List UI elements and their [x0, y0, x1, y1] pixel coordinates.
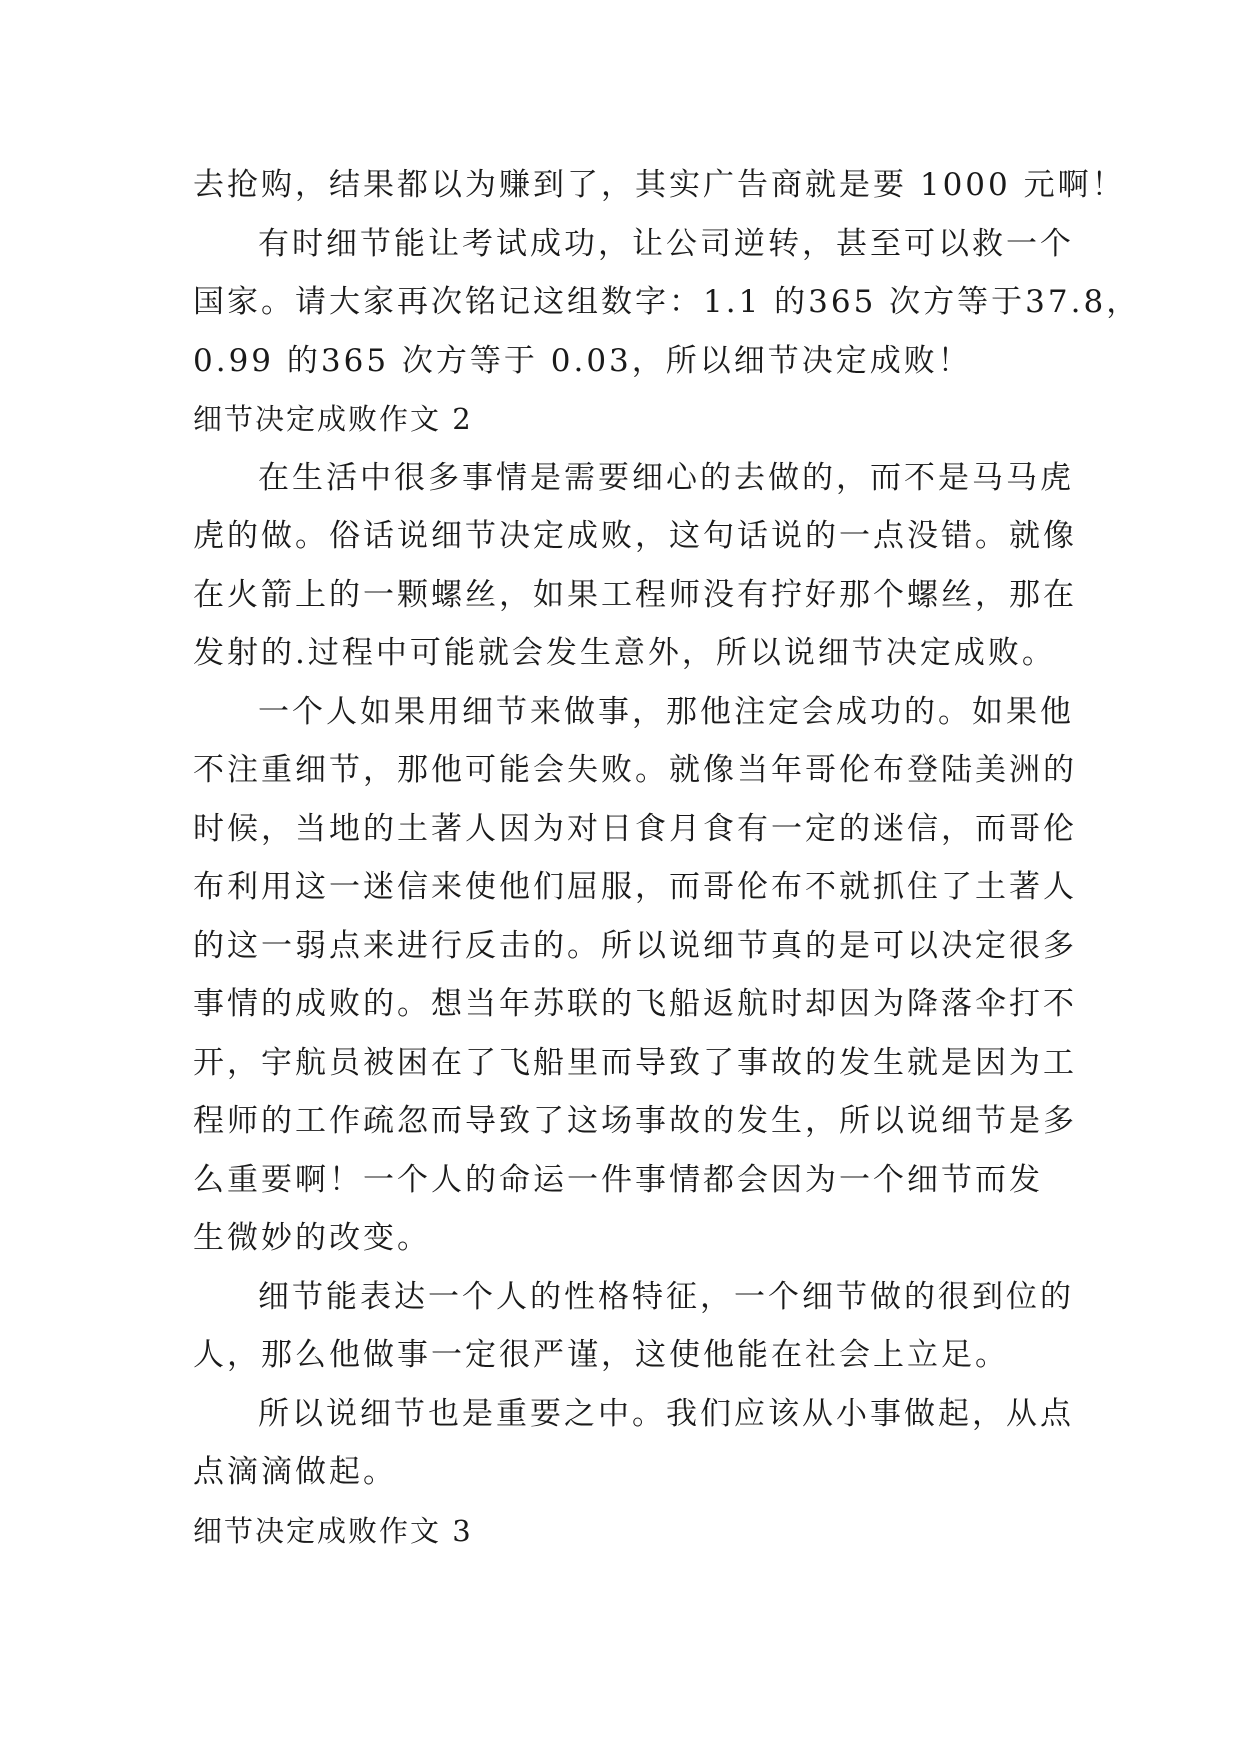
section-3-title: 细节决定成败作文 3 — [193, 1513, 473, 1548]
s2-p1-line-4: 发射的.过程中可能就会发生意外，所以说细节决定成败。 — [193, 635, 1056, 671]
s2-p2-line-9: 么重要啊！一个人的命运一件事情都会因为一个细节而发 — [193, 1161, 1043, 1198]
conclusion-line-1: 有时细节能让考试成功，让公司逆转，甚至可以救一个 — [258, 225, 1074, 262]
s2-p2-line-6: 事情的成败的。想当年苏联的飞船返航时却因为降落伞打不 — [193, 986, 1077, 1022]
s2-p2-line-5: 的这一弱点来进行反击的。所以说细节真的是可以决定很多 — [193, 927, 1077, 964]
s2-p2-line-7: 开，宇航员被困在了飞船里而导致了事故的发生就是因为工 — [193, 1044, 1077, 1081]
s2-p1-line-3: 在火箭上的一颗螺丝，如果工程师没有拧好那个螺丝，那在 — [193, 576, 1077, 613]
intro-line-1: 去抢购，结果都以为赚到了，其实广告商就是要 1000 元啊！ — [193, 167, 1126, 203]
s2-p1-line-1: 在生活中很多事情是需要细心的去做的，而不是马马虎 — [258, 459, 1074, 496]
s2-p3-line-1: 细节能表达一个人的性格特征，一个细节做的很到位的 — [258, 1278, 1074, 1315]
s2-p2-line-3: 时候，当地的土著人因为对日食月食有一定的迷信，而哥伦 — [193, 810, 1077, 847]
conclusion-line-3: 0.99 的365 次方等于 0.03，所以细节决定成败！ — [193, 342, 972, 379]
s2-p2-line-2: 不注重细节，那他可能会失败。就像当年哥伦布登陆美洲的 — [193, 752, 1077, 788]
s2-p4-line-2: 点滴滴做起。 — [193, 1454, 397, 1490]
document-page — [193, 156, 1141, 1560]
s2-p2-line-10: 生微妙的改变。 — [193, 1220, 431, 1256]
s2-p2-line-8: 程师的工作疏忽而导致了这场事故的发生，所以说细节是多 — [193, 1103, 1077, 1139]
section-2-title: 细节决定成败作文 2 — [193, 402, 473, 436]
s2-p1-line-2: 虎的做。俗话说细节决定成败，这句话说的一点没错。就像 — [193, 518, 1077, 554]
s2-p2-line-1: 一个人如果用细节来做事，那他注定会成功的。如果他 — [258, 693, 1074, 730]
s2-p3-line-2: 人，那么他做事一定很严谨，这使他能在社会上立足。 — [193, 1337, 1009, 1373]
conclusion-line-2: 国家。请大家再次铭记这组数字：1.1 的365 次方等于37.8， — [193, 284, 1141, 320]
s2-p4-line-1: 所以说细节也是重要之中。我们应该从小事做起，从点 — [258, 1395, 1074, 1432]
s2-p2-line-4: 布利用这一迷信来使他们屈服，而哥伦布不就抓住了土著人 — [193, 869, 1077, 905]
